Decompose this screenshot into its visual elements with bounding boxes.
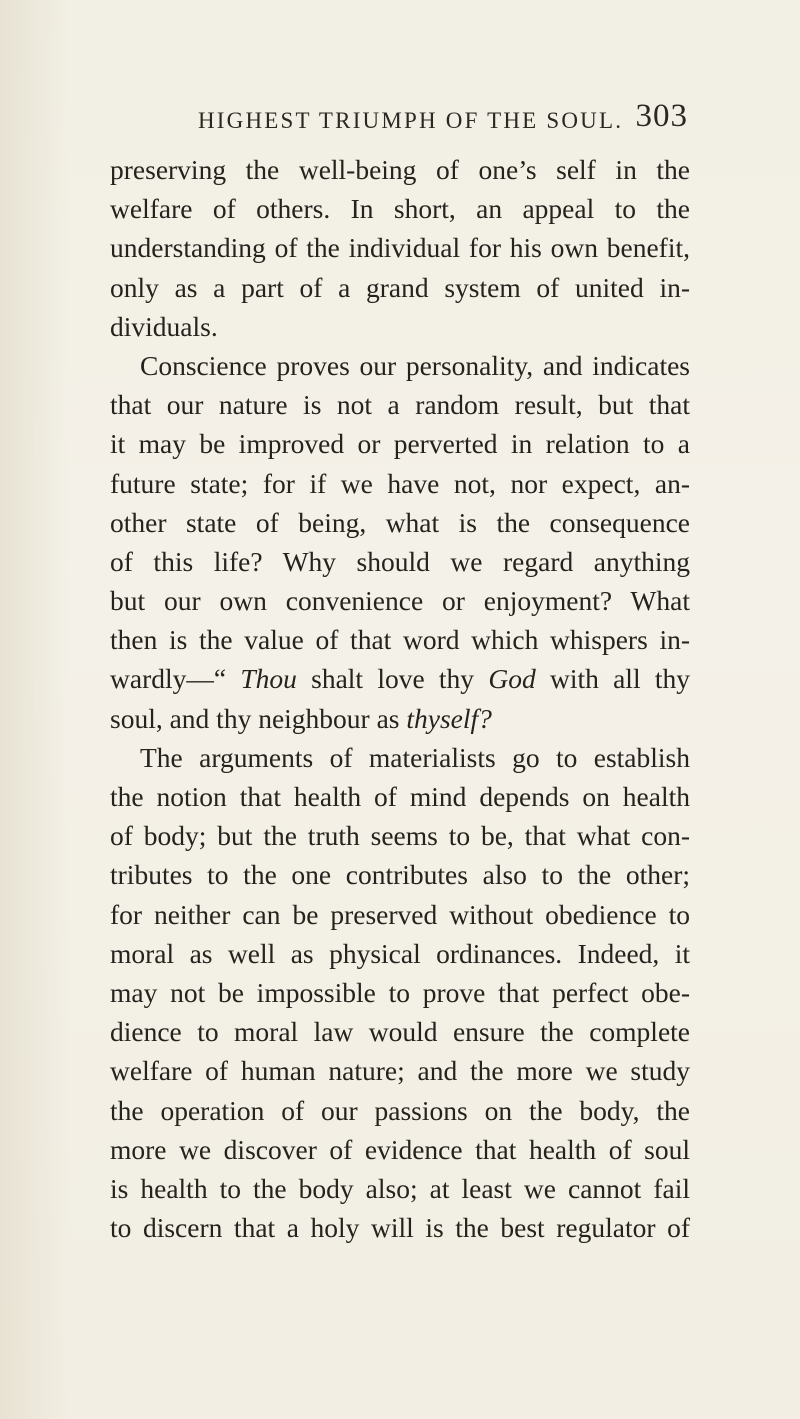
text-line: may not be impossible to prove that perfect obe- [110, 976, 690, 1008]
text-line: welfare of others. In short, an appeal to the [110, 193, 690, 225]
text-line: tributes to the one contributes also to the other; [110, 859, 690, 891]
text-line: is health to the body also; at least we cannot fail [110, 1172, 690, 1204]
text-line: that our nature is not a random result, but that [110, 389, 690, 421]
italic-word: Thou [240, 663, 297, 695]
text-line: dience to moral law would ensure the complete [110, 1016, 690, 1048]
text-line: more we discover of evidence that health of soul [110, 1133, 690, 1165]
text-line: the operation of our passions on the body, the [110, 1094, 690, 1126]
body-text [110, 150, 690, 1247]
page-number: 303 [635, 98, 688, 134]
italic-word: God [488, 663, 536, 695]
text-line: then is the value of that word which whispers in- [110, 624, 690, 656]
text-line: but our own convenience or enjoyment? What [110, 585, 690, 617]
text-line: to discern that a holy will is the best regulator of [110, 1212, 690, 1244]
page-gutter-shadow [0, 0, 70, 1419]
text-line: preserving the well-being of one’s self in the [110, 154, 690, 185]
text-line: of this life? Why should we regard anything [110, 545, 690, 577]
page-header [198, 98, 688, 148]
text-segment: shalt love thy [296, 663, 489, 695]
text-segment: wardly—“ [110, 663, 241, 695]
text-line-with-quote [110, 699, 690, 738]
text-line: the notion that health of mind depends on health [110, 781, 690, 812]
italic-word: thyself? [406, 702, 492, 734]
text-segment: with all thy [535, 663, 690, 695]
running-head: HIGHEST TRIUMPH OF THE SOUL. [198, 108, 624, 133]
paragraph-start-line: Conscience proves our personality, and indicates [140, 349, 690, 381]
text-segment: soul, and thy neighbour as [110, 702, 407, 734]
text-line: for neither can be preserved without obedience to [110, 898, 690, 930]
text-line: other state of being, what is the consequence [110, 506, 690, 538]
paragraph-start-line: The arguments of materialists go to establish [140, 741, 690, 773]
text-line: it may be improved or perverted in relation to a [110, 428, 690, 460]
text-line-with-quote [110, 659, 690, 698]
text-line: of body; but the truth seems to be, that what con- [110, 820, 690, 852]
text-line: future state; for if we have not, nor expect, an- [110, 467, 690, 499]
text-line: welfare of human nature; and the more we study [110, 1055, 690, 1087]
text-line: understanding of the individual for his own benefit, [110, 232, 690, 264]
text-line: only as a part of a grand system of united in- [110, 271, 690, 303]
text-line: dividuals. [110, 310, 218, 342]
text-line: moral as well as physical ordinances. Indeed, it [110, 937, 690, 969]
